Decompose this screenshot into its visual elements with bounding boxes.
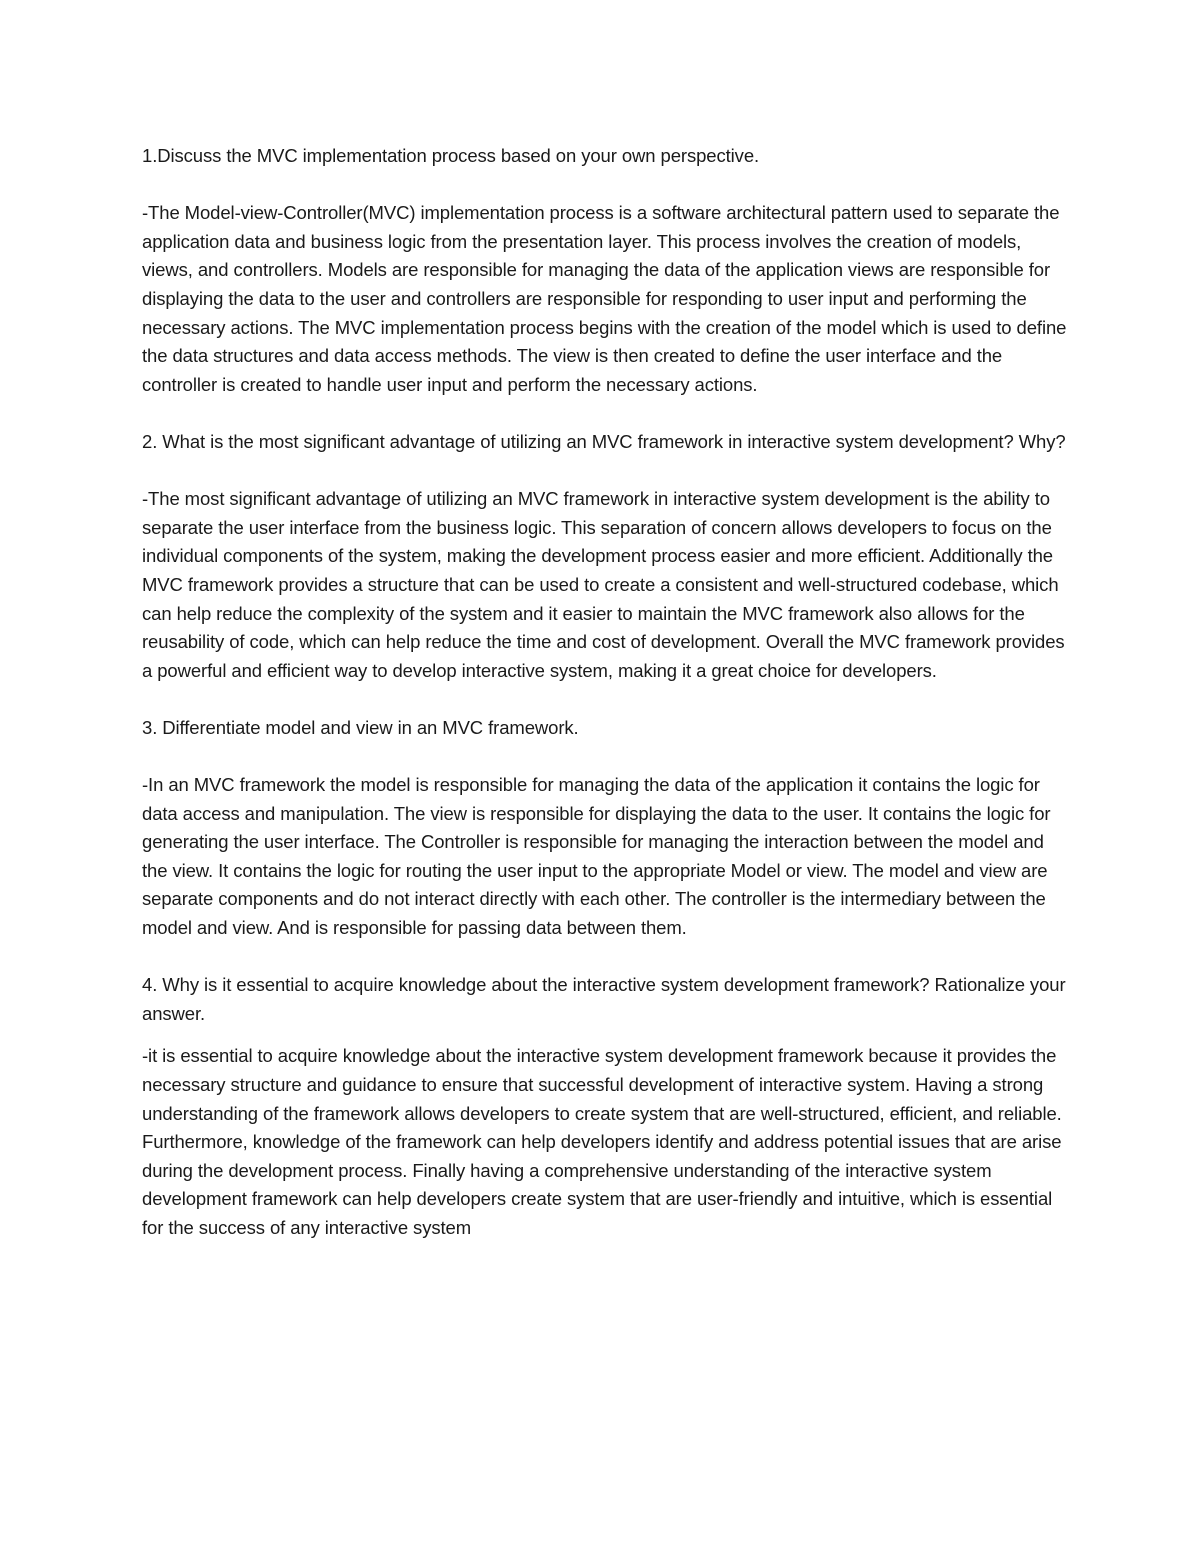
answer-1: -The Model-view-Controller(MVC) implementation process is a software architectural pattern used to separate the application data and business logic from the presentation layer. This process involves the creation of models, views, and controllers. Models are responsible for managing the data of the application views are responsible for displaying the data to the user and controllers are responsible for responding to user input and performing the necessary actions. The MVC implementation process begins with the creation of the model which is used to define the data structures and data access methods. The view is then created to define the user interface and the controller is created to handle user input and perform the necessary actions. bbox=[142, 202, 1067, 395]
question-3: 3. Differentiate model and view in an MVC framework. bbox=[142, 716, 579, 738]
spacer bbox=[142, 1028, 1072, 1042]
qa-section-4 bbox=[142, 971, 1072, 1242]
question-4: 4. Why is it essential to acquire knowledge about the interactive system development framework? Rationalize your answer. bbox=[142, 974, 1066, 1024]
spacer bbox=[142, 742, 1072, 771]
spacer bbox=[142, 943, 1072, 972]
spacer bbox=[142, 457, 1072, 486]
qa-section-1 bbox=[142, 142, 1072, 399]
answer-3: -In an MVC framework the model is responsible for managing the data of the application it contains the logic for data access and manipulation. The view is responsible for displaying the data to the user. It contains the logic for generating the user interface. The Controller is responsible for managing the interaction between the model and the view. It contains the logic for routing the user input to the appropriate Model or view. The model and view are separate components and do not interact directly with each other. The controller is the intermediary between the model and view. And is responsible for passing data between them. bbox=[142, 774, 1051, 939]
document-body bbox=[142, 142, 1072, 1243]
qa-section-2 bbox=[142, 428, 1072, 685]
spacer bbox=[142, 685, 1072, 714]
answer-4: -it is essential to acquire knowledge about the interactive system development framework because it provides the necessary structure and guidance to ensure that successful development of interactive system. Having a strong understanding of the framework allows developers to create system that are well-structured, efficient, and reliable. Furthermore, knowledge of the framework can help developers identify and address potential issues that are arise during the development process. Finally having a comprehensive understanding of the interactive system development framework can help developers create system that are user-friendly and intuitive, which is essential for the success of any interactive system bbox=[142, 1045, 1062, 1238]
spacer bbox=[142, 399, 1072, 428]
question-2: 2. What is the most significant advantage of utilizing an MVC framework in interactive system development? Why? bbox=[142, 430, 1066, 452]
qa-section-3 bbox=[142, 714, 1072, 943]
question-1: 1.Discuss the MVC implementation process based on your own perspective. bbox=[142, 145, 760, 166]
spacer bbox=[142, 171, 1072, 200]
answer-2: -The most significant advantage of utilizing an MVC framework in interactive system development is the ability to separate the user interface from the business logic. This separation of concern allows developers to focus on the individual components of the system, making the development process easier and more efficient. Additionally the MVC framework provides a structure that can be used to create a consistent and well-structured codebase, which can help reduce the complexity of the system and it easier to maintain the MVC framework also allows for the reusability of code, which can help reduce the time and cost of development. Overall the MVC framework provides a powerful and efficient way to develop interactive system, making it a great choice for developers. bbox=[142, 488, 1065, 681]
